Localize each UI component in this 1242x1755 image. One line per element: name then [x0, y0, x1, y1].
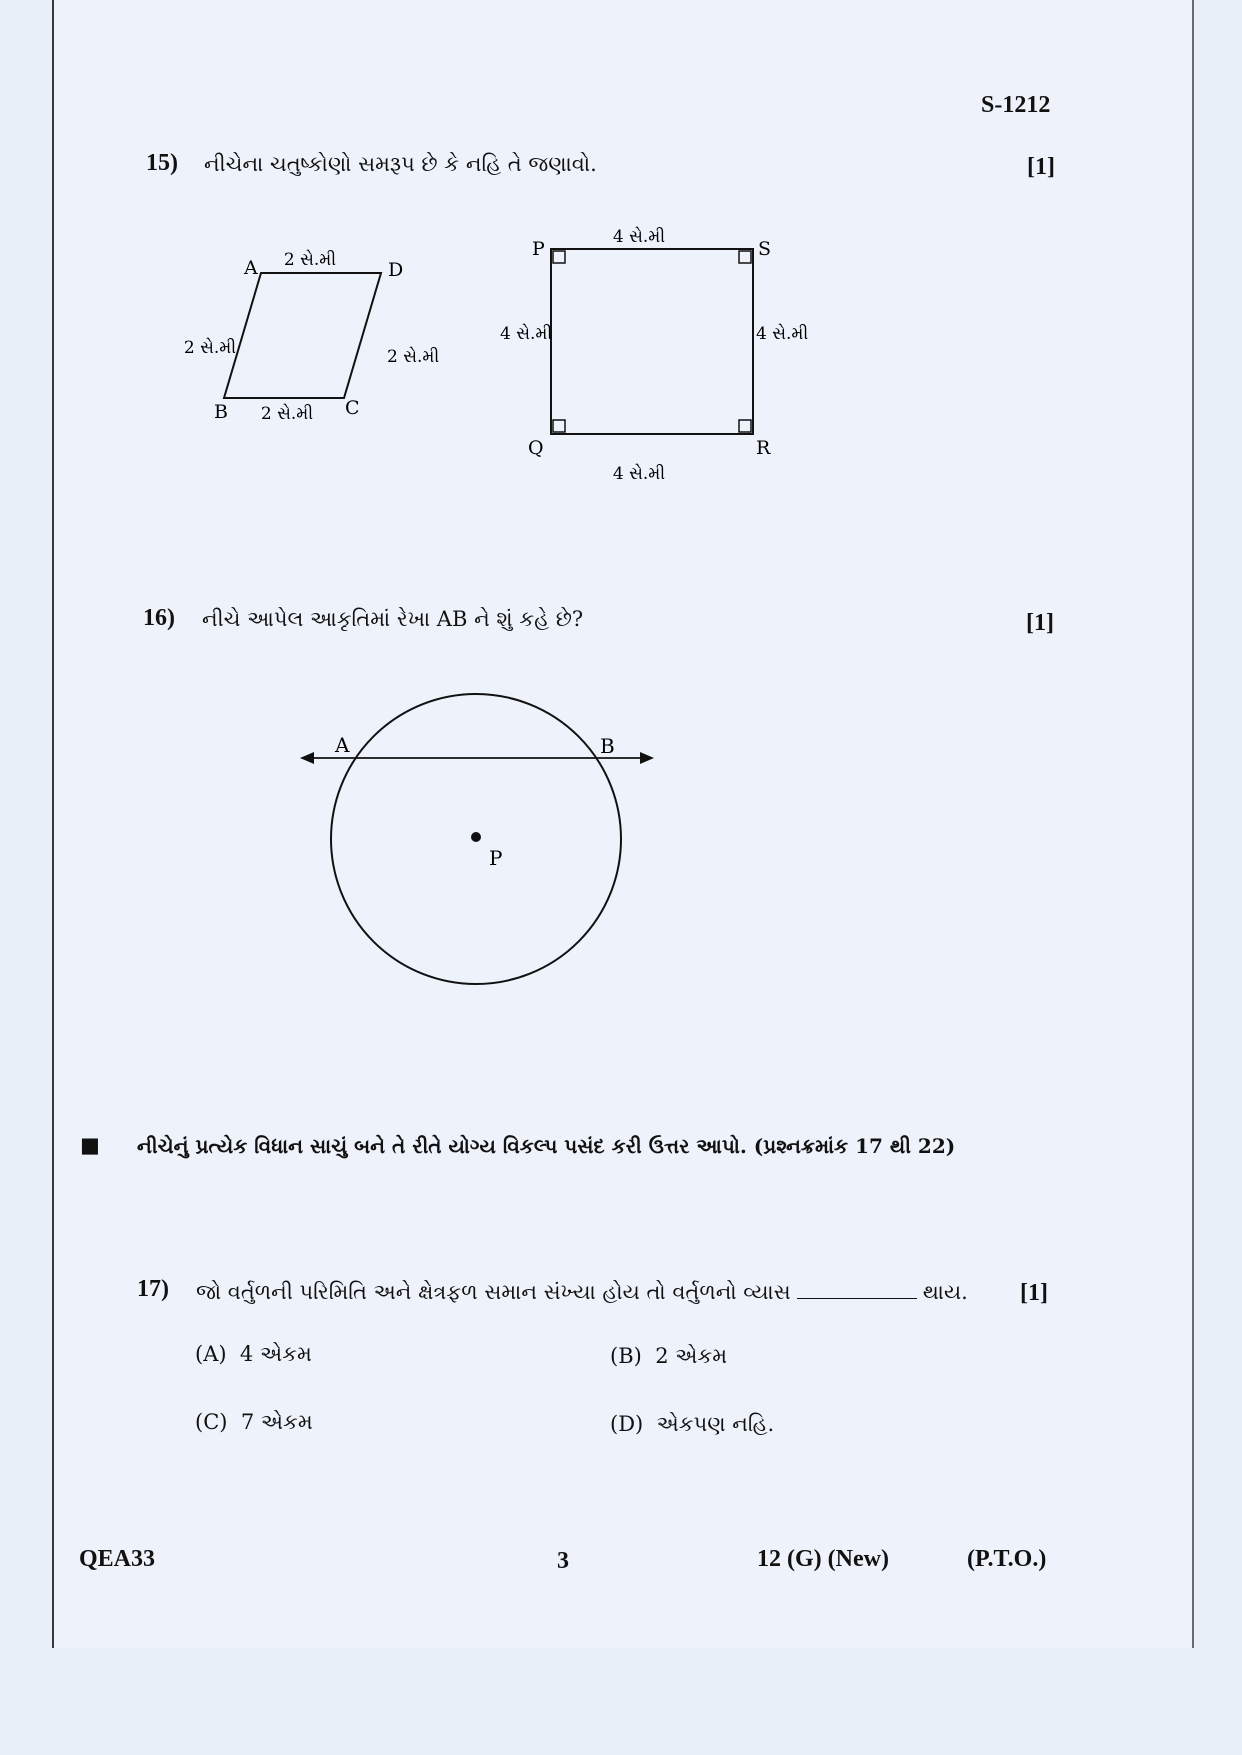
option-a-label: (A) — [195, 1342, 227, 1366]
q17-text — [196, 1278, 968, 1305]
right-angle-mark-q — [553, 420, 565, 432]
q17-option-a — [195, 1342, 312, 1367]
q17-option-d — [610, 1412, 774, 1437]
square-shape — [551, 249, 753, 434]
square-vertex-p: P — [532, 238, 545, 260]
q16-marks: [1] — [1026, 610, 1054, 636]
q17-marks: [1] — [1020, 1280, 1048, 1306]
q17-text-before: જો વર્તુળની પરિમિતિ અને ક્ષેત્રફળ સમાન સંખ્યા હોય તો વર્તુળનો વ્યાસ — [196, 1280, 791, 1304]
option-d-label: (D) — [610, 1412, 644, 1436]
option-d-text: એકપણ નહિ. — [656, 1412, 775, 1436]
point-b-label: B — [600, 734, 615, 758]
rhombus-figure — [170, 240, 450, 430]
paper-code: S-1212 — [981, 92, 1051, 118]
instruction-text: નીચેનું પ્રત્યેક વિધાન સાચું બને તે રીતે યોગ્ય વિકલ્પ પસંદ કરી ઉત્તર આપો. (પ્રશ્નક્રમાંક 17 થી 22) — [137, 1134, 956, 1158]
option-b-text: 2 એકમ — [655, 1344, 728, 1368]
rhombus-vertex-c: C — [345, 397, 360, 419]
q16-text: નીચે આપેલ આકૃતિમાં રેખા AB ને શું કહે છે? — [202, 607, 584, 631]
square-vertex-s: S — [758, 238, 772, 260]
q17-option-b — [610, 1344, 727, 1369]
rhombus-shape — [224, 273, 381, 398]
line-arrow-right — [640, 752, 654, 764]
right-angle-mark-p — [553, 251, 565, 263]
rhombus-side-left-label: 2 સે.મી — [183, 338, 237, 358]
square-side-right-label: 4 સે.મી — [756, 324, 809, 344]
q15-marks: [1] — [1027, 154, 1055, 180]
right-angle-mark-r — [739, 420, 751, 432]
q17-option-c — [195, 1410, 313, 1435]
q17-number: 17) — [137, 1276, 169, 1302]
footer-page-number: 3 — [557, 1548, 569, 1574]
center-point — [471, 832, 481, 842]
option-a-text: 4 એકમ — [239, 1342, 312, 1366]
q16-number: 16) — [143, 605, 175, 631]
square-side-top-label: 4 સે.મી — [612, 227, 666, 247]
rhombus-vertex-d: D — [388, 259, 404, 281]
circle-figure — [290, 680, 670, 1000]
rhombus-side-bottom-label: 2 સે.મી — [260, 404, 314, 424]
square-vertex-r: R — [756, 437, 771, 459]
footer-pto: (P.T.O.) — [967, 1546, 1047, 1572]
square-side-bottom-label: 4 સે.મી — [612, 464, 666, 484]
rhombus-side-top-label: 2 સે.મી — [283, 250, 337, 270]
q17-text-after: થાય. — [922, 1280, 968, 1304]
option-c-text: 7 એકમ — [240, 1410, 313, 1434]
q15-text: નીચેના ચતુષ્કોણો સમરૂપ છે કે નહિ તે જણાવો. — [204, 152, 597, 176]
footer-version: 12 (G) (New) — [757, 1546, 889, 1572]
square-figure — [490, 218, 820, 488]
square-side-left-label: 4 સે.મી — [500, 324, 553, 344]
q17-answer-blank — [797, 1278, 917, 1299]
center-p-label: P — [489, 846, 503, 870]
rhombus-side-right-label: 2 સે.મી — [387, 347, 440, 367]
rhombus-vertex-b: B — [214, 401, 228, 423]
line-arrow-left — [300, 752, 314, 764]
option-c-label: (C) — [195, 1410, 228, 1434]
rhombus-vertex-a: A — [244, 257, 258, 279]
q15-number: 15) — [146, 150, 178, 176]
instruction-bullet: ■ — [80, 1132, 100, 1157]
footer-code: QEA33 — [79, 1546, 156, 1572]
square-vertex-q: Q — [528, 437, 544, 459]
right-angle-mark-s — [739, 251, 751, 263]
point-a-label: A — [335, 733, 350, 757]
option-b-label: (B) — [610, 1344, 642, 1368]
